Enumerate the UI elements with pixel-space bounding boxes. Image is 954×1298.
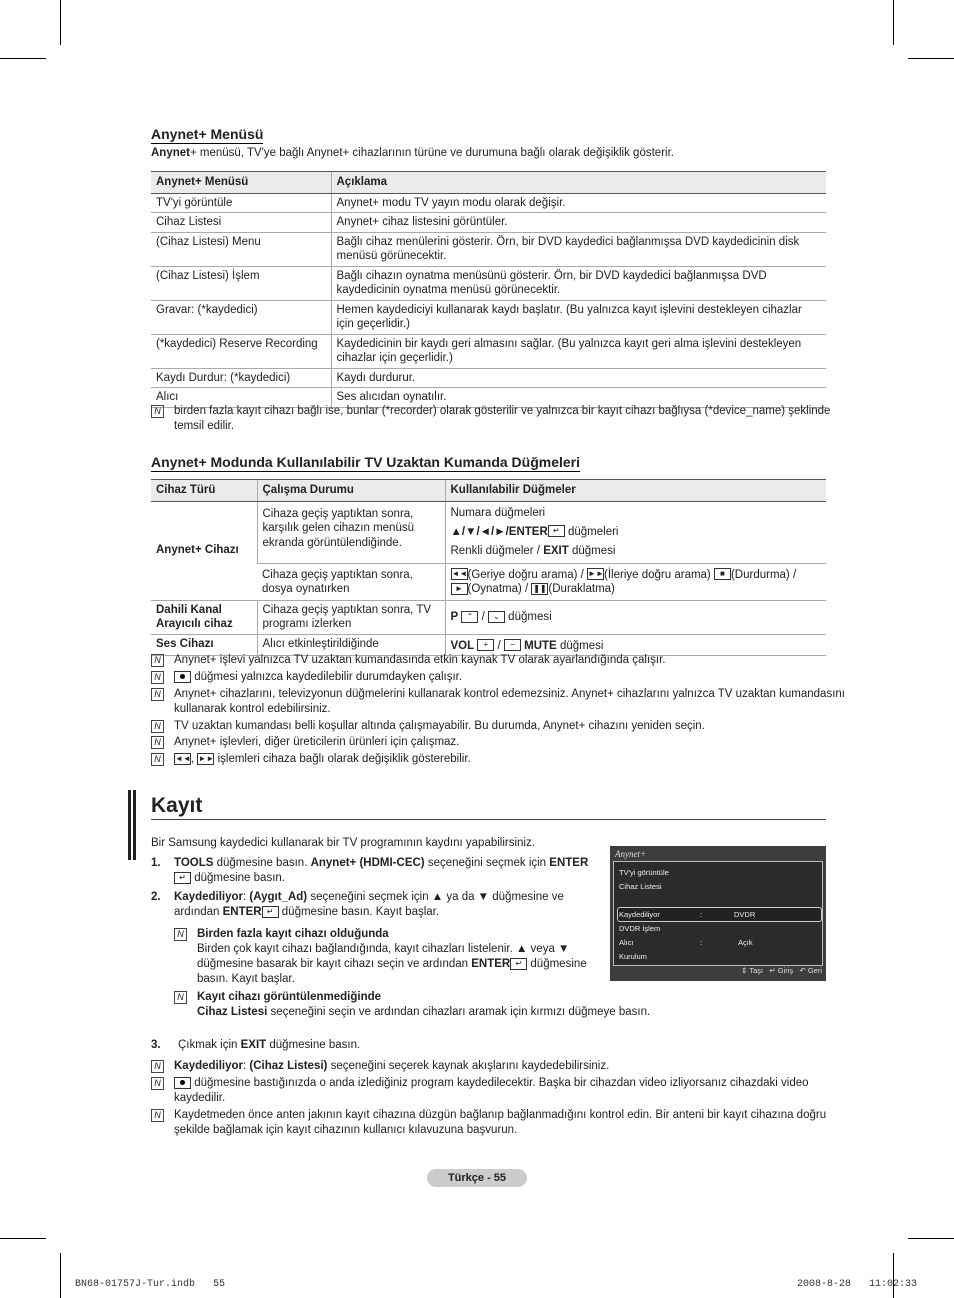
note-text: işlemleri cihaza bağlı olarak değişiklik gösterebilir. [217, 753, 471, 765]
note [151, 653, 854, 668]
menu-item[interactable]: Cihaz Listesi [619, 882, 662, 891]
bold-text: Anynet+ (HDMI-CEC) [310, 857, 425, 869]
stop-icon: ■ [714, 568, 731, 580]
desc-cell: Bağlı cihazın oynatma menüsünü gösterir. Örn, bir DVD kaydedici bağlanmışsa DVD kaydedicinin oynatma menüsü görünecektir. [331, 266, 826, 300]
menu-panel [613, 861, 823, 966]
sub-note-no-recorder [174, 990, 857, 1020]
note-text: düğmesi yalnızca kaydedilebilir durumdayken çalışır. [194, 671, 463, 683]
note-icon: N [151, 1060, 164, 1073]
state-cell: Cihaza geçiş yaptıktan sonra, karşılık gelen cihazın menüsü ekranda görüntülendiğinde. [257, 501, 445, 563]
menu-cell: (Cihaz Listesi) Menu [151, 232, 331, 266]
crop-mark [60, 1253, 61, 1298]
desc-cell: Ses alıcıdan oynatılır. [331, 388, 826, 408]
note-icon: N [151, 654, 164, 667]
text: : [243, 1060, 250, 1072]
rewind-icon: ◄◄ [451, 569, 468, 579]
channel-up-icon: ⌃ [461, 611, 478, 623]
file-info: BN68-01757J-Tur.indb 55 [75, 1279, 226, 1290]
crop-mark [908, 58, 954, 59]
text: (Duraklatma) [548, 583, 615, 595]
bold-text: (Cihaz Listesi) [249, 1060, 328, 1072]
volume-up-icon: + [477, 639, 494, 651]
sub-note-multiple-recorders [174, 927, 617, 987]
device-cell: Anynet+ Cihazı [151, 501, 257, 600]
section-title-kayit: Kayıt [151, 794, 203, 817]
bold-text: MUTE [524, 639, 557, 652]
anynet-logo: Anynet+ [615, 849, 647, 859]
play-icon: ► [451, 583, 468, 595]
menu-value: Açık [738, 938, 753, 947]
note-text: Anynet+ cihazlarını, televizyonun düğmelerini kullanarak kontrol edemezsiniz. Anynet+ cihazlarını yalnızca TV uzaktan kumandasını kullanarak kontrol edebilirsiniz. [174, 688, 845, 715]
bold-text: EXIT [543, 544, 569, 557]
intro-bold: Anynet [151, 147, 190, 159]
bold-text: EXIT [240, 1039, 267, 1051]
text: düğmesi [559, 639, 604, 652]
step-2 [151, 890, 591, 920]
note-icon: N [174, 991, 187, 1004]
text: (Oynatma) / [467, 583, 529, 595]
note-text: TV uzaktan kumandası belli koşullar altında çalışmayabilir. Bu durumda, Anynet+ cihazını yeniden seçin. [174, 720, 705, 732]
note: N ◄◄, ►► işlemleri cihaza bağlı olarak değişiklik gösterebilir. [151, 752, 854, 767]
kayit-intro: Bir Samsung kaydedici kullanarak bir TV programının kaydını yapabilirsiniz. [151, 837, 535, 849]
text: seçeneğini seçmek için ▲ ya da ▼ düğmesine ve ardından [174, 891, 564, 918]
note-text: Anynet+ işlevleri, diğer üreticilerin ürünleri için çalışmaz. [174, 736, 460, 748]
col-header: Anynet+ Menüsü [151, 172, 331, 194]
buttons-line [451, 523, 822, 542]
menu-cell: (*kaydedici) Reserve Recording [151, 334, 331, 368]
desc-cell: Bağlı cihaz menülerini gösterir. Örn, bir DVD kaydedici bağlanmışsa DVD kaydedicinin disk menüsü görünecektir. [331, 232, 826, 266]
nav-enter-label: Giriş [777, 966, 794, 975]
crop-mark [60, 0, 61, 45]
sub-note-title: Kayıt cihazı görüntülenmediğinde [197, 991, 382, 1003]
menu-cell: Alıcı [151, 388, 331, 408]
text: (Durdurma) / [730, 568, 797, 581]
bold-text: ENTER [549, 857, 589, 869]
section-title-anynet-menu: Anynet+ Menüsü [151, 126, 264, 142]
col-header: Kullanılabilir Düğmeler [445, 480, 826, 502]
text: seçeneğini seçmek için [424, 857, 550, 869]
record-icon [174, 1077, 191, 1089]
table-header-row [151, 172, 826, 194]
buttons-cell: P ⌃ / ⌄ düğmesi [445, 600, 826, 634]
col-header: Cihaz Türü [151, 480, 257, 502]
enter-icon: ↵ [174, 872, 191, 884]
text: Birden çok kayıt cihazı bağlandığında, kayıt cihazları listelenir. ▲ veya ▼ düğmesine basarak bir kayıt cihazı seçin ve ardından [197, 943, 570, 970]
menu-item[interactable]: TV'yi görüntüle [619, 868, 669, 877]
note-icon: N [151, 405, 164, 418]
text: (İleriye doğru arama) [604, 568, 711, 581]
nav-move-label: Taşı [749, 966, 764, 975]
text: Çıkmak için [178, 1039, 241, 1051]
state-cell: Cihaza geçiş yaptıktan sonra, dosya oynatırken [257, 563, 445, 600]
bold-text: VOL [450, 639, 475, 652]
move-icon: ⇕ [741, 966, 748, 975]
col-header: Çalışma Durumu [257, 480, 445, 502]
note-icon: N [151, 671, 164, 684]
note [151, 1059, 854, 1074]
buttons-cell: VOL + / − MUTE düğmesi [445, 634, 826, 656]
separator: : [700, 938, 703, 947]
volume-down-icon: − [504, 639, 521, 651]
note-icon: N [151, 720, 164, 733]
desc-cell: Anynet+ cihaz listesini görüntüler. [331, 213, 826, 233]
menu-value: DVDR [734, 910, 756, 919]
text: seçeneğini seçin ve ardından cihazları aramak için kırmızı düğmeye basın. [267, 1006, 651, 1018]
crop-mark [893, 1253, 894, 1298]
note-icon: N [151, 736, 164, 749]
col-header: Açıklama [331, 172, 826, 194]
channel-down-icon: ⌄ [488, 611, 505, 623]
bold-text: ENTER [222, 906, 262, 918]
note-icon: N [151, 688, 164, 701]
state-cell: Cihaza geçiş yaptıktan sonra, TV programı izlerken [257, 600, 445, 634]
note-text: Kaydetmeden önce anten jakının kayıt cihazına düzgün bağlanıp bağlanmadığını kontrol edin. Bir anteni bir kayıt cihazına doğru şekilde bağlamak için kayıt cihazının kullanıcı kılavuzuna başvurun. [174, 1109, 827, 1136]
enter-icon: ↵ [548, 525, 565, 537]
bold-text: TOOLS [174, 857, 214, 869]
note [151, 1076, 854, 1106]
bold-text: P [450, 610, 459, 623]
desc-cell: Anynet+ modu TV yayın modu olarak değişir. [331, 193, 826, 213]
note [151, 687, 854, 717]
text: düğmesine basın. [191, 872, 285, 884]
tv-menu-screenshot [610, 846, 826, 981]
note [151, 404, 854, 434]
note-icon: N [174, 928, 187, 941]
fast-forward-icon: ►► [588, 569, 604, 579]
record-icon [174, 671, 191, 683]
menu-item[interactable]: DVDR İşlem [619, 924, 661, 933]
device-cell: Dahili Kanal Arayıcılı cihaz [151, 600, 257, 634]
separator: : [700, 910, 703, 919]
text: : [243, 891, 250, 903]
text: düğmesine basın. [266, 1039, 361, 1051]
enter-icon: ↵ [510, 958, 527, 970]
menu-item-selected[interactable]: Kaydediliyor [619, 910, 660, 919]
step-number: 2. [151, 891, 161, 903]
page-number: Türkçe - 55 [427, 1169, 527, 1187]
step-number: 3. [151, 1039, 161, 1051]
text: düğmesine basın. [213, 857, 311, 869]
bold-text: ENTER [471, 958, 511, 970]
desc-cell: Kaydı durdurur. [331, 368, 826, 388]
note-icon: N [151, 1077, 164, 1090]
table-row [151, 600, 826, 634]
bold-text: Cihaz Listesi [197, 1006, 268, 1018]
anynet-menu-table [151, 171, 826, 408]
note-text: birden fazla kayıt cihazı bağlı ise, bunlar (*recorder) olarak gösterilir ve yalnızca bir kayıt cihazı bağlıysa (*device_name) şeklinde temsil edilir. [174, 405, 831, 432]
table-row [151, 368, 826, 388]
return-icon: ↶ [799, 966, 806, 975]
bold-text: Kaydediliyor [174, 1060, 244, 1072]
menu-cell: Kaydı Durdur: (*kaydedici) [151, 368, 331, 388]
note [151, 719, 854, 734]
device-cell: Ses Cihazı [151, 634, 257, 656]
table-row [151, 213, 826, 233]
sub-note-title: Birden fazla kayıt cihazı olduğunda [197, 928, 389, 940]
pause-icon: ❚❚ [533, 583, 547, 593]
note [151, 735, 854, 750]
intro-text: + menüsü, TV'ye bağlı Anynet+ cihazlarının türüne ve durumuna bağlı olarak değişiklik gösterir. [189, 147, 674, 159]
section-intro [151, 146, 831, 161]
text: düğmesi [568, 544, 616, 557]
note [151, 1108, 854, 1138]
note-text: düğmesine bastığınızda o anda izlediğiniz program kaydedilecektir. Başka bir cihazdan video izliyorsanız cihazdaki video kaydedilir. [174, 1077, 809, 1104]
note [151, 670, 854, 685]
section-title-remote-buttons: Anynet+ Modunda Kullanılabilir TV Uzaktan Kumanda Düğmeleri [151, 454, 581, 470]
nav-bar [610, 966, 822, 975]
table-header-row [151, 480, 826, 502]
desc-cell: Kaydedicinin bir kaydı geri almasını sağlar. (Bu yalnızca kayıt geri alma işlevini destekleyen cihazlar için geçerlidir.) [331, 334, 826, 368]
crop-mark [893, 0, 894, 45]
text: (Geriye doğru arama) / [467, 568, 584, 581]
menu-cell: Gravar: (*kaydedici) [151, 300, 331, 334]
text: seçeneğini seçerek kaynak akışlarını kaydedebilirsiniz. [327, 1060, 610, 1072]
enter-icon: ↵ [769, 966, 776, 975]
note-icon: N [151, 753, 164, 766]
table-row [151, 266, 826, 300]
desc-cell: Hemen kaydediciyi kullanarak kaydı başlatır. (Bu yalnızca kayıt işlevini destekleyen cihazlar için geçerlidir.) [331, 300, 826, 334]
bold-text: Kaydediliyor [174, 891, 244, 903]
fast-forward-icon: ►► [198, 753, 215, 763]
menu-cell: (Cihaz Listesi) İşlem [151, 266, 331, 300]
nav-back-label: Geri [807, 966, 822, 975]
menu-cell: Cihaz Listesi [151, 213, 331, 233]
table-row [151, 232, 826, 266]
bold-text: (Aygıt_Ad) [249, 891, 308, 903]
remote-buttons-table [151, 479, 826, 656]
bold-text: ▲/▼/◄/►/ENTER [450, 525, 548, 538]
buttons-line [451, 542, 822, 561]
section-marker-bar [128, 790, 138, 860]
print-date: 2008-8-28 11:02:33 [797, 1279, 918, 1290]
buttons-line: Numara düğmeleri [450, 506, 546, 519]
rewind-icon: ◄◄ [175, 753, 191, 763]
text: düğmesine basın. Kayıt başlar. [278, 906, 440, 918]
crop-mark [0, 1238, 46, 1239]
text: Renkli düğmeler / [450, 544, 544, 557]
table-row [151, 193, 826, 213]
buttons-cell [445, 501, 826, 563]
table-row [151, 334, 826, 368]
step-1 [151, 856, 591, 886]
crop-mark [0, 58, 46, 59]
crop-mark [908, 1238, 954, 1239]
menu-item[interactable]: Alıcı [619, 938, 634, 947]
menu-item[interactable]: Kurulum [619, 952, 647, 961]
table-row [151, 300, 826, 334]
table-row [151, 501, 826, 563]
text: düğmesi [508, 610, 552, 623]
state-cell: Alıcı etkinleştirildiğinde [257, 634, 445, 656]
enter-icon: ↵ [262, 906, 279, 918]
buttons-cell [445, 563, 826, 600]
step-3 [151, 1038, 651, 1053]
note-icon: N [151, 1109, 164, 1122]
text: düğmesine basın. Kayıt başlar. [197, 958, 587, 985]
note-text: Anynet+ işlevi yalnızca TV uzaktan kumandasında etkin kaynak TV olarak ayarlandığında çalışır. [174, 654, 666, 666]
text: düğmeleri [564, 525, 619, 538]
section-rule [151, 819, 826, 820]
step-number: 1. [151, 857, 161, 869]
menu-cell: TV'yi görüntüle [151, 193, 331, 213]
